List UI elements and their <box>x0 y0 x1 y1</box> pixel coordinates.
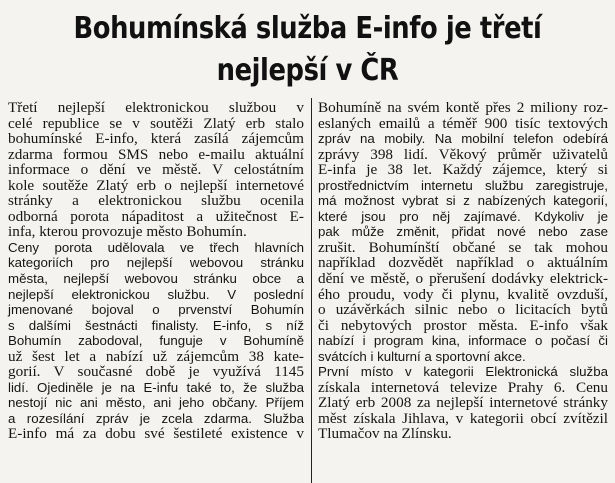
article-text-line: lidí. Ojediněle je na E-infu také to, že služba <box>8 379 304 395</box>
article-text-line: ého proudu, vody či plynu, kvalitě ovzduší, <box>318 285 608 303</box>
article-text-line: zpráv na mobily. Na mobilní telefon odebírá <box>318 131 608 147</box>
article-text-line: eslaných emailů a téměř 900 tisíc textových <box>318 114 608 132</box>
article-column-left <box>8 100 304 442</box>
article-text-line: svátcích i kulturní a sportovní akce. <box>318 348 526 364</box>
article-text-line: infa, kterou provozuje město Bohumín. <box>8 223 247 241</box>
article-text-line: pak může změnit, přidat nové nebo zase <box>318 224 608 240</box>
article-text-line: které jsou pro něj zajímavé. Kdykoliv je <box>318 208 608 224</box>
article-text-line: informace o dění ve městě. V celostátním <box>8 161 304 179</box>
article-text-line: jmenované bojoval o prvenství Bohumín <box>8 302 304 318</box>
article-text-line: Bohumíně na svém kontě přes 2 miliony roz- <box>318 99 608 116</box>
article-text-line: Třetí nejlepší elektronickou službou v <box>8 99 304 116</box>
article-text-line: První místo v kategorii Elektronická služba <box>318 364 608 380</box>
article-text-line: o uzávěrkách silnic nebo o licitacích bytů <box>318 301 608 319</box>
article-text-line: zdarma formou SMS nebo e-mailu aktuální <box>8 145 304 163</box>
article-text-line: zprávy 398 lidí. Věkový průměr uživatelů <box>318 145 608 163</box>
article-text-line: dění ve městě, o přerušení dodávky elektrick- <box>318 270 608 288</box>
article-text-line: nabízí i program kina, informace o počasí či <box>318 333 608 349</box>
article-text-line: E-infa je 38 let. Každý zájemce, který si <box>318 161 608 179</box>
article-text-line: Ceny porota udělovala ve třech hlavních <box>8 239 304 255</box>
headline-line-2: nejlepší v ČR <box>216 53 399 88</box>
article-text-line: Tlumačov na Zlínsku. <box>318 425 452 443</box>
article-text-line: měst získala Jihlava, v kategorii obcí zvítězil <box>318 409 608 427</box>
article-text-line: nejlepší elektronickou službu. V poslední <box>8 286 304 302</box>
article-text-line: získala internetová televize Prahy 6. Cenu <box>318 378 608 396</box>
article-text-line: nestojí nic ani město, ani jeho občany. Příjem <box>8 395 304 411</box>
article-text-line: má možnost vybrat si z nabízených kategorií, <box>318 193 608 209</box>
article-text-line: či nebytových prostor města. E-info však <box>318 316 608 334</box>
article-text-line: už šest let a nabízí už zájemcům 38 kate- <box>8 347 304 365</box>
article-text-line: kole soutěže Zlatý erb o nejlepší internetové <box>8 176 304 194</box>
article-text-line: s dalšími šestnácti finalisty. E-info, s níž <box>8 317 304 333</box>
article-text-line: zrušit. Bohumínští občané se tak mohou <box>318 238 608 256</box>
headline-line-1: Bohumínská služba E-info je třetí <box>73 11 542 46</box>
article-text-line: bohumínské E-info, která zasílá zájemcům <box>8 130 304 148</box>
article-column-right <box>318 100 608 442</box>
article-text-line: gorií. V současné době je využívá 1145 <box>8 363 304 381</box>
article-text-line: města, nejlepší webovou stránku obce a <box>8 271 304 287</box>
article-text-line: celé republice se v soutěži Zlatý erb stalo <box>8 114 304 132</box>
article-text-line: stránky a elektronickou službu ocenila <box>8 192 304 210</box>
article-text-line: Bohumín zabodoval, funguje v Bohumíně <box>8 333 304 349</box>
article-text-line: a rozesílání zpráv je zcela zdarma. Služba <box>8 410 304 426</box>
article-text-line: například dozvědět například o aktuálním <box>318 254 608 272</box>
article-text-line: Zlatý erb 2008 za nejlepší internetové stránky <box>318 394 608 412</box>
article-text-line: prostřednictvím internetu službu zaregistruje, <box>318 177 608 193</box>
column-divider <box>311 98 312 483</box>
article-text-line: E-info má za dobu své šestileté existence v <box>8 425 304 443</box>
article-text-line: kategoriích pro nejlepší webovou stránku <box>8 255 304 271</box>
article-text-line: odborná porota nápaditost a užitečnost E- <box>8 207 304 225</box>
article-headline <box>43 8 572 92</box>
